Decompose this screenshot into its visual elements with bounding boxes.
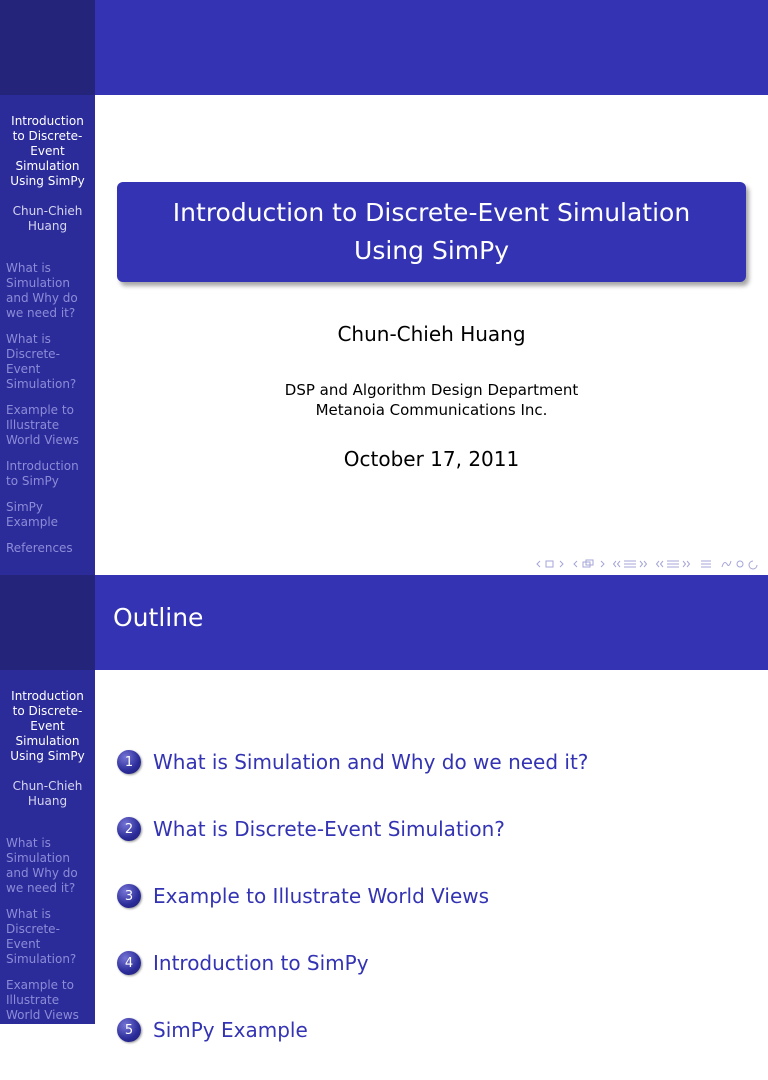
sidebar-section-line: Example to: [6, 403, 74, 417]
sidebar-title[interactable]: [0, 689, 95, 764]
section-number-bullet: 1: [117, 750, 141, 774]
sidebar-section-line: Illustrate: [6, 993, 60, 1007]
presentation-date: October 17, 2011: [343, 447, 520, 471]
outline-item[interactable]: [117, 812, 588, 846]
outline-item-text: SimPy Example: [153, 1018, 308, 1042]
outline-item[interactable]: [117, 946, 588, 980]
sidebar-section-line: Event: [6, 362, 41, 376]
outline-slide: [0, 575, 768, 1042]
outline-item[interactable]: [117, 745, 588, 779]
sidebar-section-line: Event: [6, 937, 41, 951]
sidebar-section-line: we need it?: [6, 306, 76, 320]
sidebar-section-line: Simulation: [6, 276, 70, 290]
institute: [95, 380, 768, 420]
sidebar-author: [0, 204, 95, 234]
sidebar-section-simpy-example[interactable]: [6, 500, 91, 530]
outline-item-text: Introduction to SimPy: [153, 951, 369, 975]
header-bar: [95, 575, 768, 670]
presentation-title-line: Introduction to Discrete-Event Simulation: [172, 198, 691, 227]
sidebar-title-line: Using SimPy: [10, 749, 85, 763]
frame-title: Outline: [113, 603, 204, 632]
sidebar-corner: [0, 0, 95, 95]
sidebar-section-line: to SimPy: [6, 474, 59, 488]
institute-line: Metanoia Communications Inc.: [315, 401, 548, 419]
sidebar-section-line: World Views: [6, 1008, 79, 1022]
presentation-title-line: Using SimPy: [354, 236, 509, 265]
sidebar-section-line: Example: [6, 515, 59, 529]
sidebar-title-line: Simulation: [15, 734, 80, 748]
sidebar-author-line: Chun-Chieh: [12, 779, 83, 793]
sidebar: [0, 95, 95, 575]
sidebar-section-world-views[interactable]: [6, 978, 91, 1023]
sidebar-section-line: and Why do: [6, 866, 78, 880]
sidebar-section-line: Discrete-: [6, 922, 60, 936]
sidebar-sections: [0, 836, 95, 1023]
section-number-bullet: 5: [117, 1018, 141, 1042]
sidebar-title-line: Event: [30, 144, 65, 158]
sidebar-section-simulation[interactable]: [6, 836, 91, 896]
sidebar-section-line: What is: [6, 836, 51, 850]
sidebar-section-simpy-intro[interactable]: [6, 459, 91, 489]
sidebar-author-line: Chun-Chieh: [12, 204, 83, 218]
sidebar-section-line: What is: [6, 261, 51, 275]
nav-document-icon[interactable]: [699, 559, 713, 569]
navigation-bar: [535, 557, 760, 571]
sidebar-section-discrete-event[interactable]: [6, 332, 91, 392]
sidebar-author-line: Huang: [27, 794, 68, 808]
sidebar-section-simulation[interactable]: [6, 261, 91, 321]
sidebar-section-references[interactable]: [6, 541, 91, 556]
nav-subsection-icon[interactable]: [572, 559, 606, 569]
nav-frame-icon[interactable]: [535, 559, 565, 569]
nav-section-icon[interactable]: [656, 559, 692, 569]
sidebar-title-line: Simulation: [15, 159, 80, 173]
header-bar: [95, 0, 768, 95]
sidebar-sections: [0, 261, 95, 556]
sidebar-title-line: to Discrete-: [12, 704, 83, 718]
sidebar-title-line: Introduction: [11, 114, 84, 128]
sidebar-corner: [0, 575, 95, 670]
sidebar: [0, 670, 95, 1024]
sidebar-section-line: Example to: [6, 978, 74, 992]
author-name: Chun-Chieh Huang: [337, 322, 526, 346]
sidebar-section-line: Simulation?: [6, 952, 77, 966]
sidebar-section-line: What is: [6, 907, 51, 921]
sidebar-author-line: Huang: [27, 219, 68, 233]
sidebar-section-line: What is: [6, 332, 51, 346]
sidebar-section-line: Illustrate: [6, 418, 60, 432]
sidebar-section-line: World Views: [6, 433, 79, 447]
nav-search-icon[interactable]: [720, 559, 760, 569]
institute-line: DSP and Algorithm Design Department: [284, 381, 579, 399]
section-number-bullet: 2: [117, 817, 141, 841]
title-box: [117, 182, 746, 282]
outline-item-text: What is Discrete-Event Simulation?: [153, 817, 505, 841]
sidebar-section-line: Simulation?: [6, 377, 77, 391]
sidebar-title-line: Using SimPy: [10, 174, 85, 188]
sidebar-author: [0, 779, 95, 809]
sidebar-section-line: and Why do: [6, 291, 78, 305]
sidebar-section-line: SimPy: [6, 500, 43, 514]
sidebar-title-line: to Discrete-: [12, 129, 83, 143]
sidebar-section-line: Introduction: [6, 459, 79, 473]
sidebar-title[interactable]: [0, 114, 95, 189]
outline-item[interactable]: [117, 1013, 588, 1047]
section-number-bullet: 3: [117, 884, 141, 908]
outline-item-text: What is Simulation and Why do we need it?: [153, 750, 589, 774]
sidebar-title-line: Introduction: [11, 689, 84, 703]
sidebar-section-line: Simulation: [6, 851, 70, 865]
nav-section-icon[interactable]: [613, 559, 649, 569]
outline-item[interactable]: [117, 879, 588, 913]
sidebar-section-discrete-event[interactable]: [6, 907, 91, 967]
sidebar-section-line: References: [6, 541, 73, 555]
sidebar-section-line: we need it?: [6, 881, 76, 895]
sidebar-section-world-views[interactable]: [6, 403, 91, 448]
section-number-bullet: 4: [117, 951, 141, 975]
sidebar-title-line: Event: [30, 719, 65, 733]
sidebar-section-line: Discrete-: [6, 347, 60, 361]
outline-list: [117, 745, 588, 1080]
outline-item-text: Example to Illustrate World Views: [153, 884, 490, 908]
